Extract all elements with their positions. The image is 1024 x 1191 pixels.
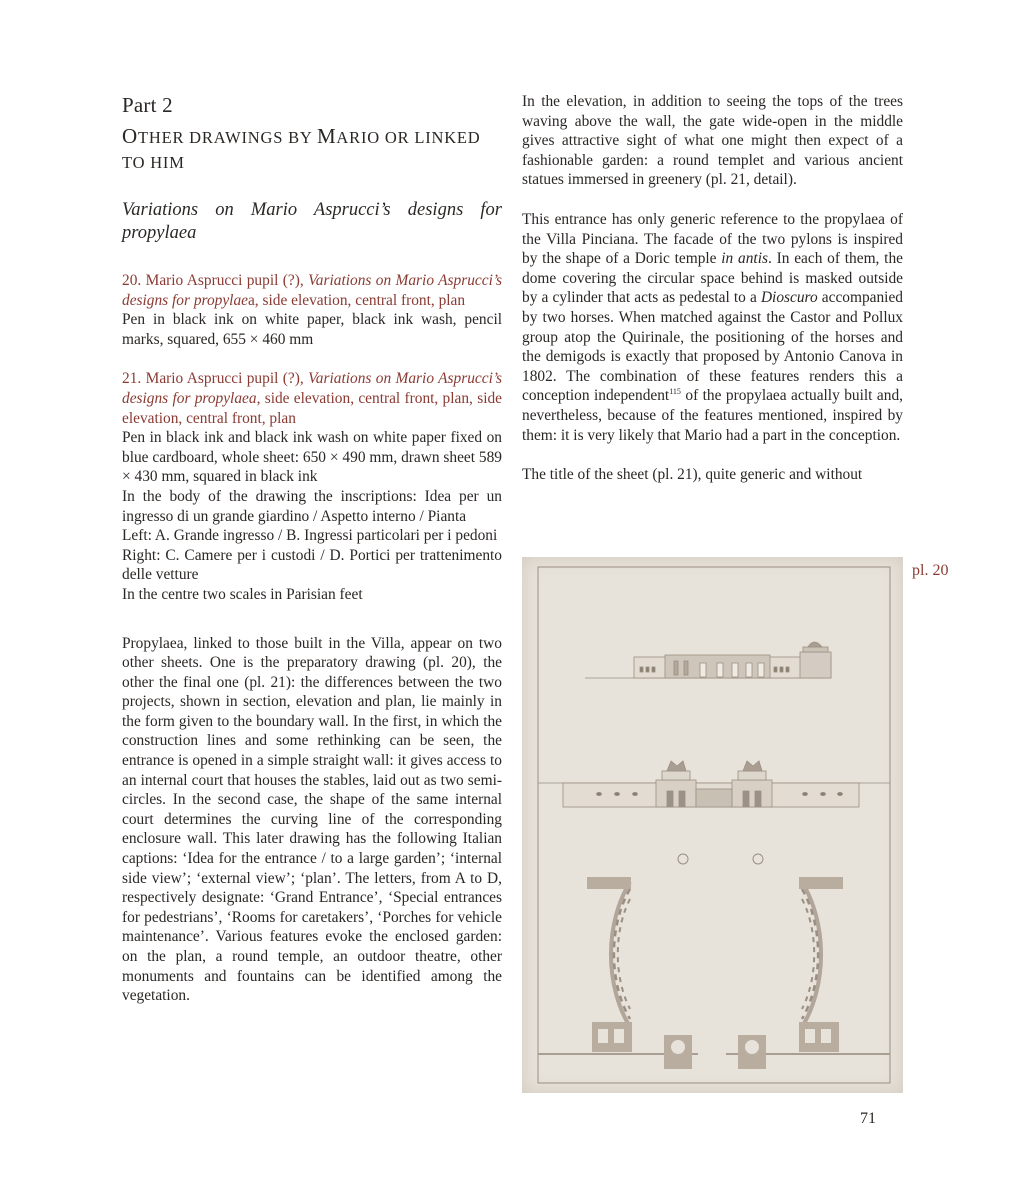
right-column — [522, 92, 903, 485]
entry-left-legend: Left: A. Grande ingresso / B. Ingressi particolari per i pedoni — [122, 527, 498, 545]
entry-right-legend: Right: C. Camere per i custodi / D. Portici per trattenimento delle vetture — [122, 546, 502, 584]
body-paragraph-1: In the elevation, in addition to seeing the tops of the trees waving above the wall, the gate wide-open in the middle gives attractive sight of what one might then expect of a fashionable garden: a round templet and various ancient statues immersed in greenery (pl. 21, detail). — [522, 93, 903, 189]
architectural-drawing-icon — [522, 557, 903, 1093]
footnote-marker[interactable]: 115 — [669, 387, 681, 397]
page-number: 71 — [860, 1110, 876, 1127]
section-subtitle: Variations on Mario Asprucci’s designs for propylaea — [122, 200, 502, 243]
plate-label: pl. 20 — [912, 562, 949, 579]
entry-centre-note: In the centre two scales in Parisian feet — [122, 585, 363, 603]
left-column — [122, 92, 502, 1006]
entry-technique: Pen in black ink and black ink wash on white paper fixed on blue cardboard, whole sheet: 650 × 490 mm, drawn sheet 589 × 430 mm, squared in black ink — [122, 429, 502, 486]
section-title: OTHER DRAWINGS BY MARIO OR LINKED TO HIM — [122, 124, 481, 172]
entry-caption: 21. Mario Asprucci pupil (?), Variations on Mario Asprucci’s designs for propylaea, side elevation, central front, plan, side elevation, central front, plan — [122, 370, 502, 427]
entry-inscriptions: In the body of the drawing the inscriptions: Idea per un ingresso di un grande giardino / Aspetto interno / Pianta — [122, 487, 502, 525]
part-heading: Part 2 — [122, 93, 173, 117]
catalogue-entry-21 — [122, 369, 502, 604]
body-paragraph: Propylaea, linked to those built in the Villa, appear on two other sheets. One is the preparatory drawing (pl. 20), the other the final one (pl. 21): the differences between the two projects, shown in section, elevation and plan, lie mainly in the form given to the boundary wall. In the first, in which the construction lines and some rethinking can be seen, the entrance is opened in a simple straight wall: it gives access to an internal court that houses the stables, laid out as two semi-circles. In the second case, the shape of the same internal court determines the curving line of the corresponding enclosure wall. This later drawing has the following Italian captions: ‘Idea for the entrance / to a large garden’; ‘internal side view’; ‘external view’; ‘plan’. The letters, from A to D, respectively designate: ‘Grand Entrance’, ‘Special entrances for pedestrians’, ‘Rooms for caretakers’, ‘Porches for vehicle maintenance’. Various features evoke the enclosed garden: on the plan, a round temple, an outdoor theatre, other monuments and fountains can be identified among the vegetation. — [122, 634, 502, 1005]
catalogue-entry-20 — [122, 271, 502, 349]
entry-caption: 20. Mario Asprucci pupil (?), Variations on Mario Asprucci’s designs for propylaea, side elevation, central front, plan — [122, 272, 502, 309]
plate-drawing — [522, 557, 903, 1093]
body-paragraph-2: This entrance has only generic reference to the propylaea of the Villa Pinciana. The facade of the two pylons is inspired by the shape of a Doric temple in antis. In each of them, the dome covering the circular space behind is masked outside by a cylinder that acts as pedestal to a Dioscuro accompanied by two horses. When matched against the Castor and Pollux group atop the Quirinale, the positioning of the horses and the demigods is exactly that proposed by Antonio Canova in 1802. The combination of these features renders this a conception independent$^{115}$ of the propylaea actually built and, nevertheless, because of the features mentioned, inspired by them: it is very likely that Mario had a part in the conception. — [522, 210, 903, 444]
entry-technique: Pen in black ink on white paper, black ink wash, pencil marks, squared, 655 × 460 mm — [122, 311, 502, 348]
body-paragraph-3: The title of the sheet (pl. 21), quite generic and without — [522, 466, 863, 484]
